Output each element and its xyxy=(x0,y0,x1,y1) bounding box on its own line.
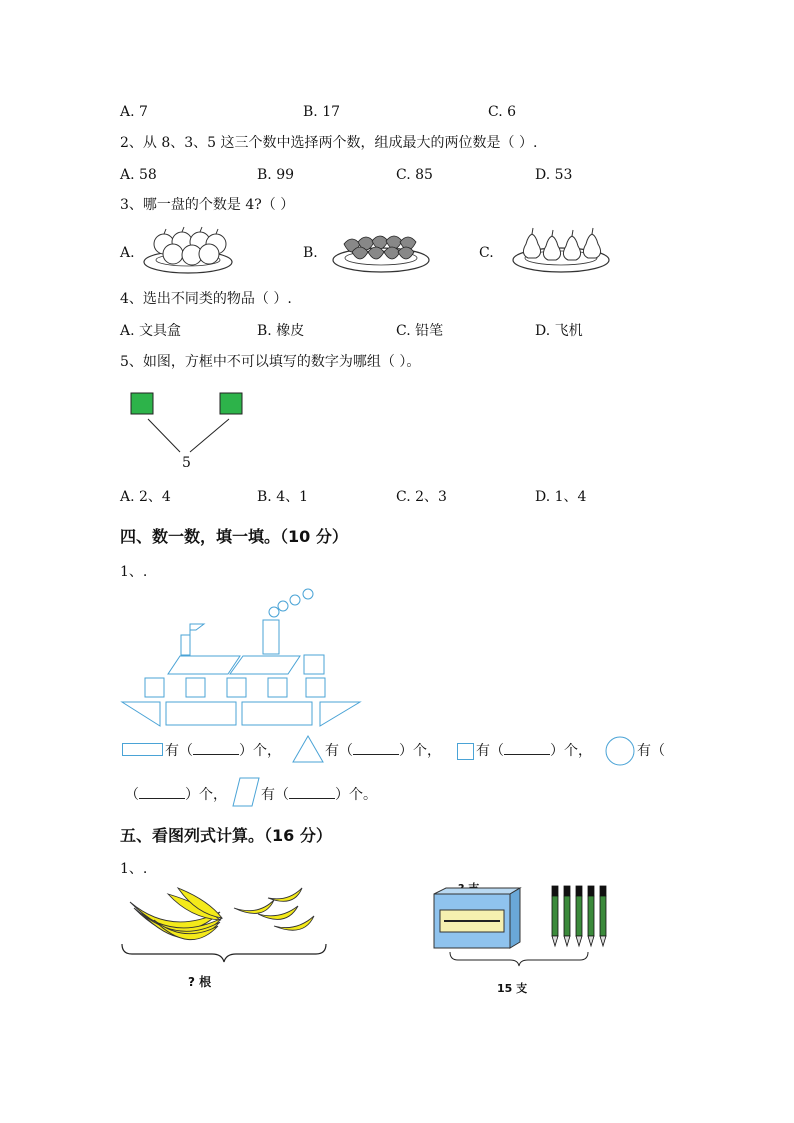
bananas-figure xyxy=(118,884,336,964)
fill-ge-text: ）个， xyxy=(550,743,592,759)
q3-option-c: C. xyxy=(479,245,494,261)
pen-total-label: 15 支 xyxy=(497,982,528,995)
q4-option-d: D. 飞机 xyxy=(535,323,583,339)
q3-option-b: B. xyxy=(303,245,318,261)
q4-option-a: A. 文具盒 xyxy=(120,323,182,339)
q2-option-c: C. 85 xyxy=(396,167,433,183)
fill-ge-text: ）个， xyxy=(399,743,441,759)
rectangle-blank[interactable] xyxy=(193,742,239,755)
q4-option-b: B. 橡皮 xyxy=(257,323,305,339)
triangle-shape-icon xyxy=(292,735,324,763)
q3-question: 3、哪一盘的个数是 4?（ ） xyxy=(120,197,295,213)
fill-rectangle-count xyxy=(165,742,281,760)
fill-open-paren: （ xyxy=(125,787,139,803)
fill-ge-text: ）个， xyxy=(185,787,227,803)
rectangle-shape-icon xyxy=(122,743,164,757)
fill-triangle-count xyxy=(325,742,441,760)
fill-parallelogram-count xyxy=(261,786,377,804)
fill-you-text: 有（ xyxy=(165,743,193,759)
q5-question: 5、如图，方框中不可以填写的数字为哪组（ ）。 xyxy=(120,354,421,370)
q1-option-a: A. 7 xyxy=(120,104,148,120)
q1-option-b: B. 17 xyxy=(303,104,341,120)
q2-option-d: D. 53 xyxy=(535,167,573,183)
section-4-item-number: 1、. xyxy=(120,564,148,580)
square-shape-icon xyxy=(457,743,475,761)
section-5-title: 五、看图列式计算。（16 分） xyxy=(120,826,332,845)
pear-plate-image xyxy=(510,222,612,276)
apple-plate-image xyxy=(142,222,236,276)
q1-option-c: C. 6 xyxy=(488,104,517,120)
q5-option-b: B. 4、1 xyxy=(257,489,309,505)
circle-shape-icon xyxy=(605,736,635,766)
fill-ge-text: ）个， xyxy=(239,743,281,759)
fill-ge-end-text: ）个。 xyxy=(335,787,377,803)
square-blank[interactable] xyxy=(504,742,550,755)
parallelogram-blank[interactable] xyxy=(289,786,335,799)
section-5-item-number: 1、. xyxy=(120,861,148,877)
banana-question-label: ? 根 xyxy=(188,975,212,989)
section-4-title: 四、数一数，填一填。（10 分） xyxy=(120,527,348,546)
parallelogram-shape-icon xyxy=(232,777,260,807)
fill-you-text: 有（ xyxy=(325,743,353,759)
q5-option-a: A. 2、4 xyxy=(120,489,171,505)
circle-blank[interactable] xyxy=(139,786,185,799)
q4-question: 4、选出不同类的物品（ ）. xyxy=(120,291,292,307)
fill-square-count xyxy=(476,742,592,760)
fill-circle-count xyxy=(125,786,227,804)
pens-figure xyxy=(432,884,616,968)
bond-total-number: 5 xyxy=(182,455,191,471)
q5-option-d: D. 1、4 xyxy=(535,489,587,505)
q5-option-c: C. 2、3 xyxy=(396,489,447,505)
ship-shapes-figure xyxy=(120,586,362,728)
q3-option-a: A. xyxy=(120,245,135,261)
strawberry-plate-image xyxy=(330,226,432,276)
q2-option-a: A. 58 xyxy=(120,167,157,183)
q2-question: 2、从 8、3、5 这三个数中选择两个数，组成最大的两位数是（ ）. xyxy=(120,135,538,151)
fill-circle-you: 有（ xyxy=(637,743,665,759)
fill-you-text: 有（ xyxy=(476,743,504,759)
triangle-blank[interactable] xyxy=(353,742,399,755)
fill-you-text: 有（ xyxy=(261,787,289,803)
q4-option-c: C. 铅笔 xyxy=(396,323,444,339)
q2-option-b: B. 99 xyxy=(257,167,295,183)
